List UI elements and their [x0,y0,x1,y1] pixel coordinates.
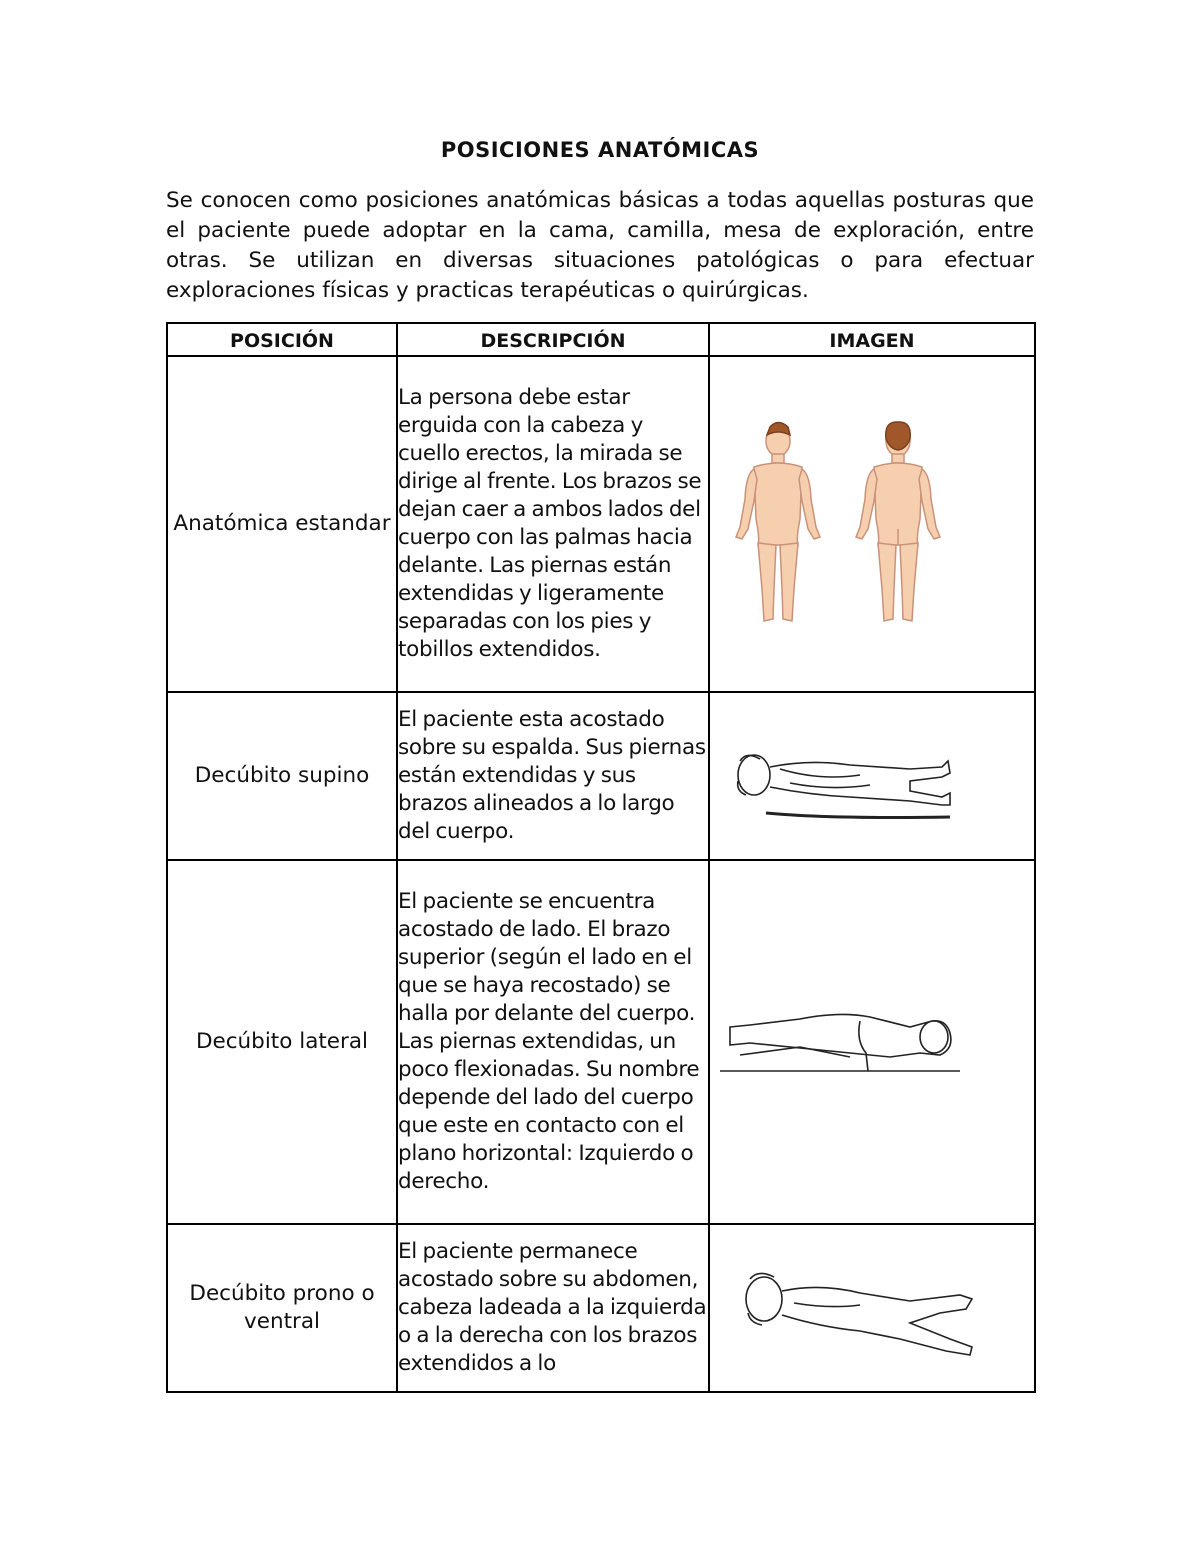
table-header-row [167,323,1035,356]
prone-position-illustration [710,1243,1036,1373]
description-cell: El paciente permanece acostado sobre su abdomen, cabeza ladeada a la izquierda o a la derecha con los brazos extendidos a lo [397,1224,709,1392]
table-row [167,860,1035,1224]
positions-table [166,322,1036,1393]
back-body-figure [856,422,940,621]
image-cell [709,860,1035,1224]
table-row [167,692,1035,860]
table-row [167,356,1035,692]
image-cell [709,356,1035,692]
header-position: POSICIÓN [167,323,397,356]
lateral-position-illustration [710,997,1036,1087]
table-row [167,1224,1035,1392]
position-cell: Decúbito prono o ventral [167,1224,397,1392]
position-cell: Decúbito lateral [167,860,397,1224]
description-cell: El paciente se encuentra acostado de lado. El brazo superior (según el lado en el que se haya recostado) se halla por delante del cuerpo. Las piernas extendidas, un poco flexionadas. Su nombre depende del lado del cuerpo que este en contacto con el plano horizontal: Izquierdo o derecho. [397,860,709,1224]
intro-paragraph: Se conocen como posiciones anatómicas básicas a todas aquellas posturas que el paciente puede adoptar en la cama, camilla, mesa de exploración, entre otras. Se utilizan en diversas situaciones patológicas o para efectuar exploraciones físicas y practicas terapéuticas o quirúrgicas. [166,188,1034,303]
image-cell [709,692,1035,860]
position-cell: Anatómica estandar [167,356,397,692]
document-title: POSICIONES ANATÓMICAS [440,138,760,162]
anatomical-position-illustration [710,419,1036,629]
image-cell [709,1224,1035,1392]
front-body-figure [736,423,820,622]
supine-position-illustration [710,721,1036,831]
position-cell: Decúbito supino [167,692,397,860]
description-cell: El paciente esta acostado sobre su espalda. Sus piernas están extendidas y sus brazos alineados a lo largo del cuerpo. [397,692,709,860]
header-image: IMAGEN [709,323,1035,356]
header-description: DESCRIPCIÓN [397,323,709,356]
description-cell: La persona debe estar erguida con la cabeza y cuello erectos, la mirada se dirige al frente. Los brazos se dejan caer a ambos lados del cuerpo con las palmas hacia delante. Las piernas están extendidas y ligeramente separadas con los pies y tobillos extendidos. [397,356,709,692]
